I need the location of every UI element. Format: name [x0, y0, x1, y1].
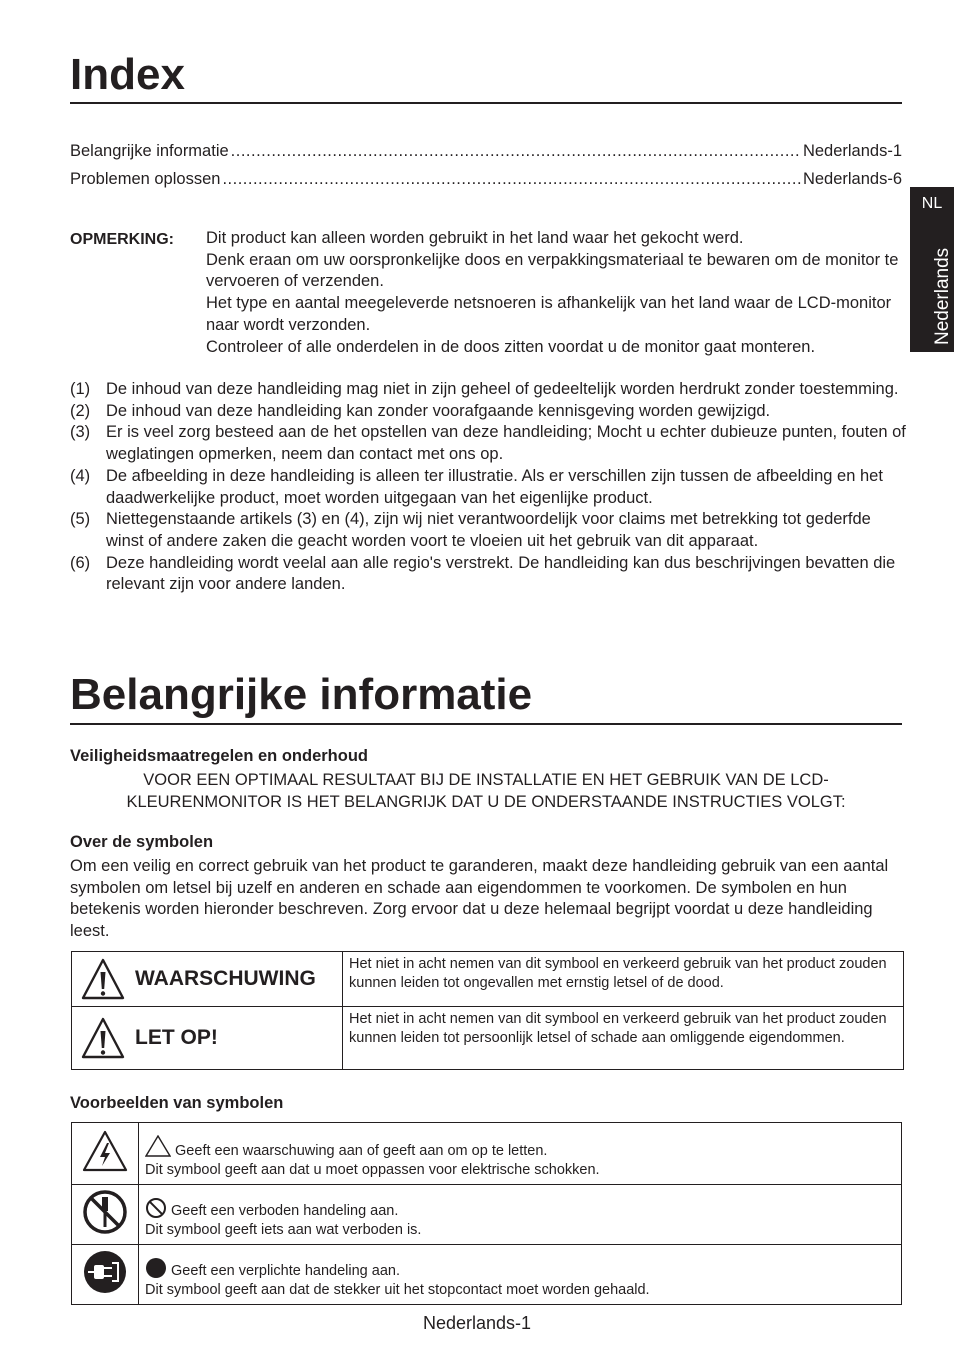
- toc-dots: [222, 168, 801, 190]
- symbol-cell: [72, 1185, 139, 1245]
- symbol-line: Dit symbool geeft aan dat de stekker uit het stopcontact moet worden gehaald.: [145, 1282, 650, 1298]
- symbol-line: Geeft een verboden handeling aan.: [171, 1203, 399, 1219]
- no-disassembly-icon: [82, 1189, 128, 1235]
- list-number: (1): [70, 380, 91, 398]
- list-text: De inhoud van deze handleiding kan zonder voorafgaande kennisgeving worden gewijzigd.: [106, 401, 771, 420]
- list-number: (2): [70, 401, 91, 420]
- symbol-description: [139, 1185, 902, 1245]
- symbols-heading: Over de symbolen: [70, 833, 214, 851]
- note-text: [206, 228, 904, 358]
- safety-notice: [70, 770, 902, 813]
- section-rule: [70, 723, 902, 725]
- symbol-description: [139, 1123, 902, 1185]
- safety-notice-line: VOOR EEN OPTIMAAL RESULTAAT BIJ DE INSTALLATIE EN HET GEBRUIK VAN DE LCD-: [143, 771, 829, 789]
- electric-shock-icon: [82, 1130, 128, 1172]
- caution-cell: [72, 1007, 343, 1070]
- list-text: De inhoud van deze handleiding mag niet in zijn geheel of gedeeltelijk worden herdrukt zonder toestemming.: [106, 380, 899, 398]
- note-label: OPMERKING:: [70, 231, 174, 248]
- table-row: [72, 1007, 904, 1070]
- list-number: (4): [70, 466, 91, 485]
- list-text: Deze handleiding wordt veelal aan alle regio's verstrekt. De handleiding kan dus beschrijvingen bevatten die relevant zijn voor andere landen.: [106, 553, 896, 594]
- note-line: Het type en aantal meegeleverde netsnoeren is afhankelijk van het land waar de LCD-monitor naar wordt verzonden.: [206, 294, 892, 334]
- symbol-line: Dit symbool geeft iets aan wat verboden is.: [145, 1222, 422, 1238]
- toc-label: Problemen oplossen: [70, 170, 221, 188]
- list-text: Er is veel zorg besteed aan de het opstellen van deze handleiding; Mocht u echter dubieuze punten, fouten of weglatingen opmerken, neem dan contact met ons op.: [106, 423, 906, 464]
- language-name: Nederlands: [932, 247, 953, 345]
- table-row: [72, 1185, 902, 1245]
- caution-outline-triangle-icon: [145, 1135, 171, 1157]
- safety-heading: Veiligheidsmaatregelen en onderhoud: [70, 747, 368, 765]
- symbol-description: [139, 1245, 902, 1305]
- unplug-icon: [82, 1249, 128, 1295]
- list-number: (6): [70, 553, 91, 572]
- table-row: [72, 1245, 902, 1305]
- symbol-cell: [72, 1123, 139, 1185]
- symbol-cell: [72, 1245, 139, 1305]
- toc-label: Belangrijke informatie: [70, 142, 229, 160]
- language-tab: [910, 187, 954, 352]
- index-title: Index: [70, 50, 185, 99]
- table-row: [72, 952, 904, 1007]
- symbol-line: Geeft een waarschuwing aan of geeft aan om op te letten.: [175, 1143, 548, 1159]
- warning-triangle-icon: [81, 958, 125, 1000]
- toc-page: Nederlands-1: [802, 142, 902, 160]
- toc-entry[interactable]: [70, 168, 902, 190]
- list-text: Niettegenstaande artikels (3) en (4), zijn wij niet verantwoordelijk voor claims met betrekking tot gederfde winst of andere zaken die geacht worden voort te vloeien uit het gebruik van dit apparaat.: [106, 510, 871, 550]
- warning-text: Het niet in acht nemen van dit symbool en verkeerd gebruik van het product zouden kunnen leiden tot ongevallen met ernstig letsel of de dood.: [343, 952, 904, 1007]
- language-code: NL: [921, 195, 943, 212]
- warning-table: [71, 951, 904, 1070]
- list-number: (5): [70, 510, 91, 529]
- symbol-line: Geeft een verplichte handeling aan.: [171, 1263, 400, 1279]
- toc-page: Nederlands-6: [802, 170, 902, 188]
- toc-dots: [231, 140, 801, 162]
- examples-heading: Voorbeelden van symbolen: [70, 1094, 284, 1112]
- list-item: [70, 379, 906, 401]
- safety-notice-line: KLEURENMONITOR IS HET BELANGRIJK DAT U DE ONDERSTAANDE INSTRUCTIES VOLGT:: [126, 792, 846, 811]
- index-rule: [70, 102, 902, 104]
- list-item: [70, 401, 906, 423]
- caution-title: LET OP!: [135, 1026, 218, 1049]
- note-line: Controleer of alle onderdelen in de doos zitten voordat u de monitor gaat monteren.: [206, 337, 816, 356]
- symbol-line: Dit symbool geeft aan dat u moet oppassen voor elektrische schokken.: [145, 1162, 600, 1178]
- note-line: Dit product kan alleen worden gebruikt in het land waar het gekocht werd.: [206, 229, 744, 247]
- list-item: [70, 553, 906, 596]
- section-title: Belangrijke informatie: [70, 670, 533, 719]
- symbols-text: Om een veilig en correct gebruik van het product te garanderen, maakt deze handleiding gebruik van een aantal symbolen om letsel bij uzelf en anderen en schade aan eigendommen te voorkomen. De symbolen en hun betekenis worden hieronder beschreven. Zorg ervoor dat u deze helemaal begrijpt voordat u deze handleiding leest.: [70, 857, 889, 941]
- caution-text: Het niet in acht nemen van dit symbool en verkeerd gebruik van het product zouden kunnen leiden tot persoonlijk letsel of schade aan omliggende eigendommen.: [343, 1007, 904, 1070]
- note-line: Denk eraan om uw oorspronkelijke doos en verpakkingsmateriaal te bewaren om de monitor te vervoeren of verzenden.: [206, 250, 899, 291]
- table-row: [72, 1123, 902, 1185]
- list-item: [70, 422, 906, 465]
- list-item: [70, 466, 906, 509]
- examples-table: [71, 1122, 902, 1305]
- caution-triangle-icon: [81, 1017, 125, 1059]
- toc-entry[interactable]: [70, 140, 902, 162]
- warning-title: WAARSCHUWING: [135, 967, 316, 990]
- list-text: De afbeelding in deze handleiding is alleen ter illustratie. Als er verschillen zijn tussen de afbeelding en het daadwerkelijke product, moet worden uitgegaan van het eigenlijke product.: [106, 466, 883, 507]
- warning-cell: [72, 952, 343, 1007]
- disclaimer-list: [70, 379, 906, 596]
- list-number: (3): [70, 423, 91, 442]
- mandatory-dot-icon: [145, 1257, 167, 1279]
- page-number: Nederlands-1: [422, 1313, 532, 1333]
- list-item: [70, 509, 906, 552]
- prohibition-icon: [145, 1197, 167, 1219]
